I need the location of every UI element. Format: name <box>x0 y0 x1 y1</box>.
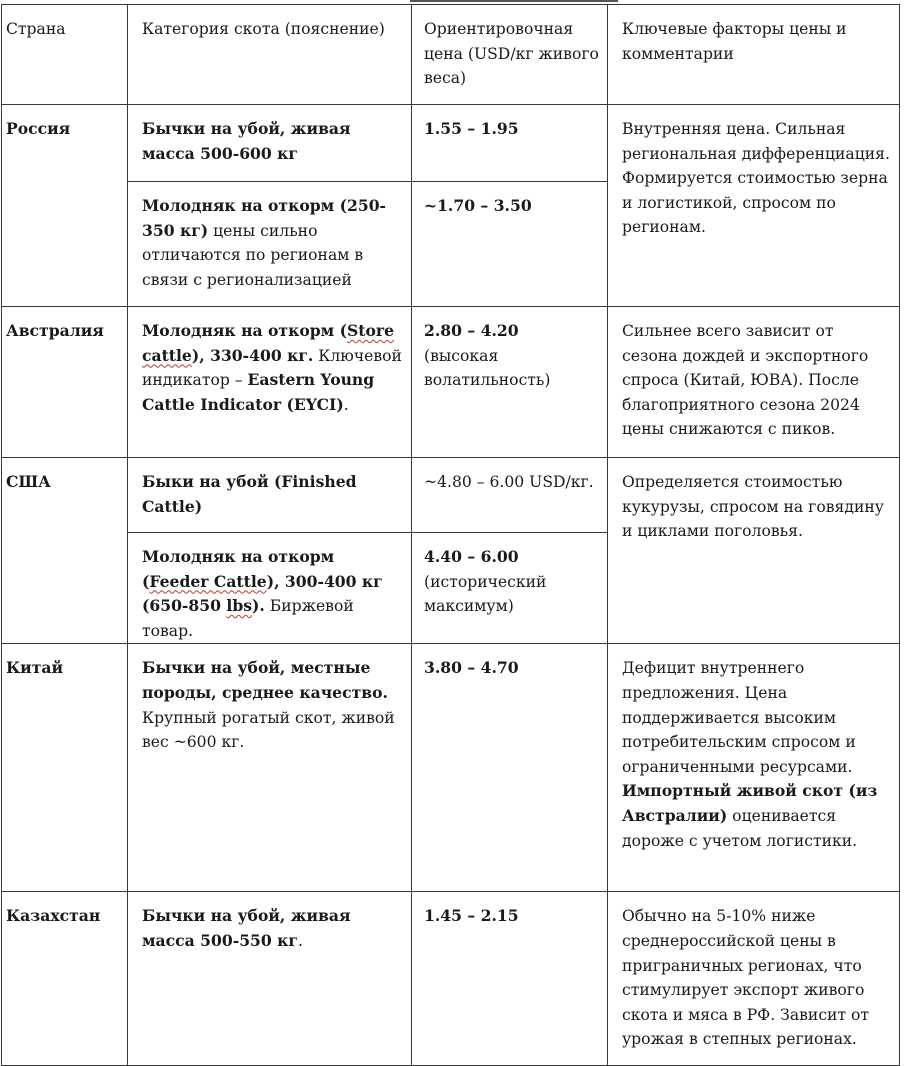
category-note: цены сильно отличаются по регионам в связи с регионализацией <box>142 221 364 289</box>
category-cell <box>128 458 412 533</box>
price-cell <box>412 307 608 458</box>
category-note: Биржевой товар. <box>142 597 354 640</box>
price-cell: 1.45 – 2.15 <box>412 892 608 1066</box>
factors-russia: Внутренняя цена. Сильная региональная дифференциация. Формируется стоимостью зерна и логистикой, спросом по регионам. <box>608 105 900 307</box>
category-note: Ключевой индикатор – <box>142 346 402 390</box>
category-bold: Молодняк на откорм ( <box>142 547 335 591</box>
table-row-russia-1 <box>2 105 900 182</box>
category-bold: Молодняк на откорм (250-350 кг) <box>142 196 387 240</box>
price-range: 4.40 – 6.00 <box>424 547 519 566</box>
factors-usa: Определяется стоимостью кукурузы, спросом на говядину и циклами поголовья. <box>608 458 900 644</box>
price-cell: ~4.80 – 6.00 USD/кг. <box>412 458 608 533</box>
header-price: Ориентировочная цена (USD/кг живого веса) <box>412 5 608 105</box>
factors-australia: Сильнее всего зависит от сезона дождей и экспортного спроса (Китай, ЮВА). После благоприятного сезона 2024 цены снижаются с пиков. <box>608 307 900 458</box>
country-kazakhstan: Казахстан <box>2 892 128 1066</box>
category-text: Бычки на убой, живая масса 500-600 кг <box>142 119 351 163</box>
category-end: . <box>343 395 349 414</box>
table-row-usa-1 <box>2 458 900 533</box>
category-cell <box>128 533 412 644</box>
price-range: 2.80 – 4.20 <box>424 321 519 340</box>
table-row-china <box>2 644 900 892</box>
country-russia: Россия <box>2 105 128 307</box>
cattle-price-table <box>1 4 900 1066</box>
category-bold: Бычки на убой, местные породы, среднее качество. <box>142 658 388 702</box>
price-cell: 1.55 – 1.95 <box>412 105 608 182</box>
factors-china <box>608 644 900 892</box>
factors-kazakhstan: Обычно на 5-10% ниже среднероссийской цены в приграничных регионах, что стимулирует экспорт живого скота и мяса в РФ. Зависит от урожая в степных регионах. <box>608 892 900 1066</box>
category-cell <box>128 182 412 307</box>
category-text: Быки на убой (Finished Cattle) <box>142 472 357 516</box>
category-bold: ), 330-400 кг. <box>191 345 314 365</box>
category-cell <box>128 644 412 892</box>
price-cell: ~1.70 – 3.50 <box>412 182 608 307</box>
header-row <box>2 5 900 105</box>
category-indicator: Eastern Young Cattle Indicator (EYCI) <box>142 370 375 414</box>
table-row-kazakhstan <box>2 892 900 1066</box>
country-usa: США <box>2 458 128 644</box>
category-cell <box>128 307 412 458</box>
category-end: . <box>298 931 303 950</box>
price-cell: 3.80 – 4.70 <box>412 644 608 892</box>
category-cell <box>128 105 412 182</box>
category-bold: ), 300-400 кг (650-850 <box>142 571 383 616</box>
category-note: Крупный рогатый скот, живой вес ~600 кг. <box>142 708 395 752</box>
category-term: Store cattle <box>142 321 395 365</box>
category-bold: ). <box>252 596 265 616</box>
price-note: (высокая волатильность) <box>424 346 551 390</box>
table-row-australia <box>2 307 900 458</box>
header-category: Категория скота (пояснение) <box>128 5 412 105</box>
factors-text: Дефицит внутреннего предложения. Цена поддерживается высоким потребительским спросом и ограниченными ресурсами. <box>622 659 856 776</box>
price-cell <box>412 533 608 644</box>
country-australia: Австралия <box>2 307 128 458</box>
price-note: (исторический максимум) <box>424 572 547 616</box>
header-country: Страна <box>2 5 128 105</box>
category-term: Feeder Cattle <box>149 571 267 591</box>
header-factors: Ключевые факторы цены и комментарии <box>608 5 900 105</box>
category-bold: Бычки на убой, живая масса 500-550 кг <box>142 906 351 950</box>
factors-text-end: оценивается дороже с учетом логистики. <box>622 806 858 850</box>
category-unit: lbs <box>226 596 252 616</box>
country-china: Китай <box>2 644 128 892</box>
category-cell <box>128 892 412 1066</box>
factors-emphasis: Импортный живой скот (из Австралии) <box>622 781 878 825</box>
category-bold: Молодняк на откорм ( <box>142 321 348 340</box>
top-border-fragment <box>410 0 618 2</box>
